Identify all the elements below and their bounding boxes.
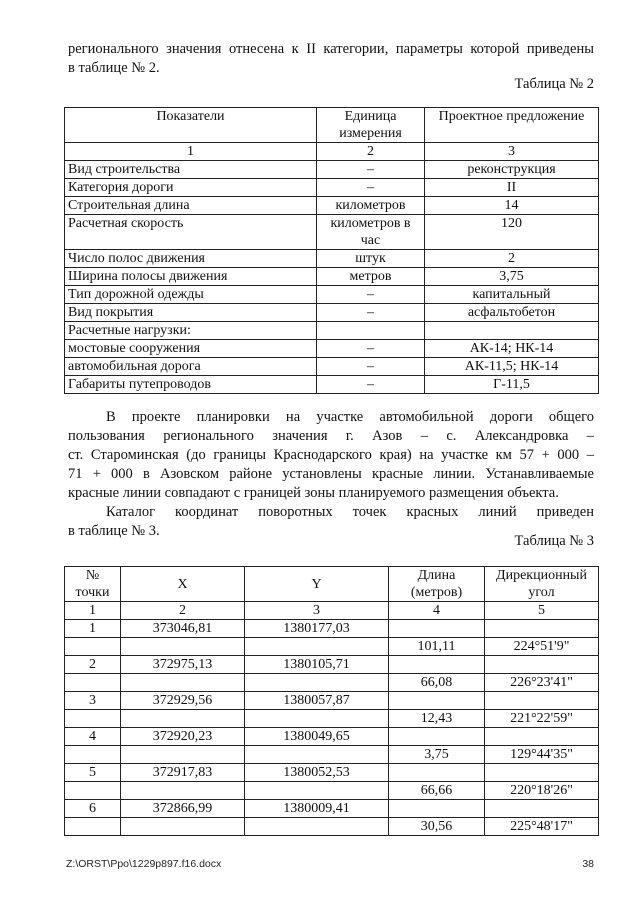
table2-cell-indicator: Строительная длина — [65, 197, 317, 215]
red-lines-paragraph — [68, 408, 594, 541]
table2-cell-unit: – — [317, 358, 425, 376]
table2-row — [65, 376, 599, 394]
table3-cell-point: 3 — [65, 692, 121, 710]
table3-cell-empty — [389, 656, 485, 674]
table2-cell-unit: километров в час — [317, 215, 425, 250]
table3-cell-angle: 225°48'17" — [485, 818, 599, 836]
table3-cell-empty — [485, 620, 599, 638]
table2-cell-indicator: мостовые сооружения — [65, 340, 317, 358]
table3-point-row — [65, 656, 599, 674]
table3-cell-empty — [485, 800, 599, 818]
table3-point-row — [65, 692, 599, 710]
table3-segment-row — [65, 710, 599, 728]
table2-col-number: 1 — [65, 143, 317, 161]
table3-number-row — [65, 602, 599, 620]
para2-line-2: пользования регионального значения г. Азов – с. Александровка – — [68, 428, 594, 444]
table3-cell-point: 4 — [65, 728, 121, 746]
table3-cell-empty — [121, 818, 245, 836]
table3-cell-empty — [485, 764, 599, 782]
table3-header-point: № точки — [65, 567, 121, 602]
table2-cell-unit: – — [317, 304, 425, 322]
table2-header-proposal: Проектное предложение — [425, 108, 599, 143]
table2-row — [65, 322, 599, 340]
table2-cell-value: Г-11,5 — [425, 376, 599, 394]
table2-cell-indicator: Число полос движения — [65, 250, 317, 268]
table3-col-number: 3 — [245, 602, 389, 620]
para2-line-6-text: Каталог координат поворотных точек красных линий приведен — [106, 504, 594, 520]
para2-line-6 — [68, 503, 594, 522]
table2-cell-indicator: Расчетные нагрузки: — [65, 322, 317, 340]
table3-header-length: Длина (метров) — [389, 567, 485, 602]
table3-point-row — [65, 620, 599, 638]
table3-cell-y: 1380049,65 — [245, 728, 389, 746]
table3-cell-empty — [245, 746, 389, 764]
table2-cell-value: АК-14; НК-14 — [425, 340, 599, 358]
table2-header-unit: Единица измерения — [317, 108, 425, 143]
table2-cell-unit: – — [317, 376, 425, 394]
table2-cell-indicator: Расчетная скорость — [65, 215, 317, 250]
table2-row — [65, 197, 599, 215]
table2-cell-value: АК-11,5; НК-14 — [425, 358, 599, 376]
table3-cell-empty — [389, 764, 485, 782]
table2-caption: Таблица № 2 — [514, 76, 594, 92]
table3-cell-x: 373046,81 — [121, 620, 245, 638]
table3-header-x: X — [121, 567, 245, 602]
intro-line-2: в таблице № 2. — [68, 60, 160, 76]
table2-cell-value: 2 — [425, 250, 599, 268]
table2-cell-unit: – — [317, 179, 425, 197]
table2-row — [65, 161, 599, 179]
table3-cell-empty — [121, 710, 245, 728]
table3-col-number: 5 — [485, 602, 599, 620]
table2-cell-unit: штук — [317, 250, 425, 268]
table2-cell-unit: километров — [317, 197, 425, 215]
table3-cell-length: 30,56 — [389, 818, 485, 836]
parameters-table — [64, 107, 599, 394]
table3-cell-empty — [389, 692, 485, 710]
table2-cell-indicator: Вид покрытия — [65, 304, 317, 322]
table2-cell-indicator: Ширина полосы движения — [65, 268, 317, 286]
table2-row — [65, 286, 599, 304]
table2-cell-unit: – — [317, 161, 425, 179]
table3-cell-empty — [65, 746, 121, 764]
table2-cell-indicator: Категория дороги — [65, 179, 317, 197]
table2-header-indicator: Показатели — [65, 108, 317, 143]
table3-cell-angle: 226°23'41" — [485, 674, 599, 692]
table3-cell-angle: 220°18'26" — [485, 782, 599, 800]
table2-cell-indicator: Габариты путепроводов — [65, 376, 317, 394]
table3-cell-y: 1380009,41 — [245, 800, 389, 818]
table3-cell-length: 12,43 — [389, 710, 485, 728]
table2-cell-value: 3,75 — [425, 268, 599, 286]
table3-cell-point: 6 — [65, 800, 121, 818]
table2-cell-value: асфальтобетон — [425, 304, 599, 322]
table3-cell-x: 372929,56 — [121, 692, 245, 710]
intro-paragraph — [68, 40, 594, 78]
table2-cell-unit: метров — [317, 268, 425, 286]
table2-cell-unit: – — [317, 286, 425, 304]
table3-point-row — [65, 728, 599, 746]
table3-cell-point: 5 — [65, 764, 121, 782]
table3-cell-empty — [121, 782, 245, 800]
table3-cell-length: 66,08 — [389, 674, 485, 692]
para2-line-7: в таблице № 3. — [68, 523, 160, 539]
table3-cell-length: 101,11 — [389, 638, 485, 656]
table3-cell-x: 372917,83 — [121, 764, 245, 782]
table3-col-number: 4 — [389, 602, 485, 620]
table3-cell-y: 1380052,53 — [245, 764, 389, 782]
table2-number-row — [65, 143, 599, 161]
table3-cell-length: 3,75 — [389, 746, 485, 764]
table3-cell-empty — [485, 692, 599, 710]
table3-cell-empty — [65, 818, 121, 836]
table3-cell-x: 372866,99 — [121, 800, 245, 818]
table2-row — [65, 358, 599, 376]
table3-cell-empty — [245, 674, 389, 692]
table3-cell-empty — [65, 782, 121, 800]
para2-line-4: 71 + 000 в Азовском районе установлены красные линии. Устанавливаемые — [68, 466, 594, 482]
table2-row — [65, 304, 599, 322]
table2-cell-value: 14 — [425, 197, 599, 215]
para2-line-5: красные линии совпадают с границей зоны планируемого размещения объекта. — [68, 485, 559, 501]
table2-row — [65, 268, 599, 286]
table3-cell-point: 2 — [65, 656, 121, 674]
table3-cell-empty — [65, 674, 121, 692]
table2-cell-value: реконструкция — [425, 161, 599, 179]
table3-point-row — [65, 800, 599, 818]
para2-line-1-text: В проекте планировки на участке автомобильной дороги общего — [106, 409, 594, 425]
table3-cell-y: 1380177,03 — [245, 620, 389, 638]
table3-cell-point: 1 — [65, 620, 121, 638]
table3-cell-empty — [121, 746, 245, 764]
table3-point-row — [65, 764, 599, 782]
footer-page-number: 38 — [582, 858, 594, 870]
table2-cell-value — [425, 322, 599, 340]
table3-cell-empty — [485, 656, 599, 674]
table3-cell-empty — [389, 728, 485, 746]
table3-cell-empty — [65, 710, 121, 728]
table3-header-row — [65, 567, 599, 602]
table3-segment-row — [65, 674, 599, 692]
coordinates-table — [64, 566, 599, 836]
table3-cell-empty — [121, 638, 245, 656]
table3-cell-x: 372975,13 — [121, 656, 245, 674]
table3-cell-empty — [485, 728, 599, 746]
footer-file-path: Z:\ORST\Ppo\1229p897.f16.docx — [66, 858, 222, 870]
table2-cell-value: 120 — [425, 215, 599, 250]
table3-cell-empty — [389, 800, 485, 818]
table3-cell-length: 66,66 — [389, 782, 485, 800]
table2-col-number: 3 — [425, 143, 599, 161]
table2-cell-unit: – — [317, 340, 425, 358]
table3-segment-row — [65, 818, 599, 836]
table3-cell-empty — [245, 782, 389, 800]
table3-cell-angle: 129°44'35" — [485, 746, 599, 764]
table3-cell-empty — [245, 638, 389, 656]
table3-caption: Таблица № 3 — [514, 533, 594, 549]
table2-cell-indicator: Тип дорожной одежды — [65, 286, 317, 304]
table3-cell-empty — [245, 710, 389, 728]
table2-row — [65, 215, 599, 250]
table3-segment-row — [65, 782, 599, 800]
table2-row — [65, 179, 599, 197]
table2-cell-value: II — [425, 179, 599, 197]
table3-cell-empty — [65, 638, 121, 656]
table3-cell-angle: 221°22'59" — [485, 710, 599, 728]
table3-segment-row — [65, 746, 599, 764]
table3-col-number: 2 — [121, 602, 245, 620]
table2-row — [65, 250, 599, 268]
table2-header-row — [65, 108, 599, 143]
table3-cell-empty — [121, 674, 245, 692]
table2-row — [65, 340, 599, 358]
table3-cell-empty — [245, 818, 389, 836]
table2-cell-value: капитальный — [425, 286, 599, 304]
table2-col-number: 2 — [317, 143, 425, 161]
table2-cell-indicator: Вид строительства — [65, 161, 317, 179]
para2-line-1 — [68, 408, 594, 427]
table3-cell-y: 1380057,87 — [245, 692, 389, 710]
table2-cell-indicator: автомобильная дорога — [65, 358, 317, 376]
table3-header-angle: Дирекционный угол — [485, 567, 599, 602]
para2-line-3: ст. Староминская (до границы Краснодарского края) на участке км 57 + 000 – — [68, 447, 594, 463]
table3-segment-row — [65, 638, 599, 656]
table3-col-number: 1 — [65, 602, 121, 620]
intro-line-1: регионального значения отнесена к II категории, параметры которой приведены — [68, 41, 594, 57]
table3-cell-x: 372920,23 — [121, 728, 245, 746]
table3-cell-angle: 224°51'9" — [485, 638, 599, 656]
table3-cell-y: 1380105,71 — [245, 656, 389, 674]
table3-cell-empty — [389, 620, 485, 638]
table3-header-y: Y — [245, 567, 389, 602]
table2-cell-unit — [317, 322, 425, 340]
